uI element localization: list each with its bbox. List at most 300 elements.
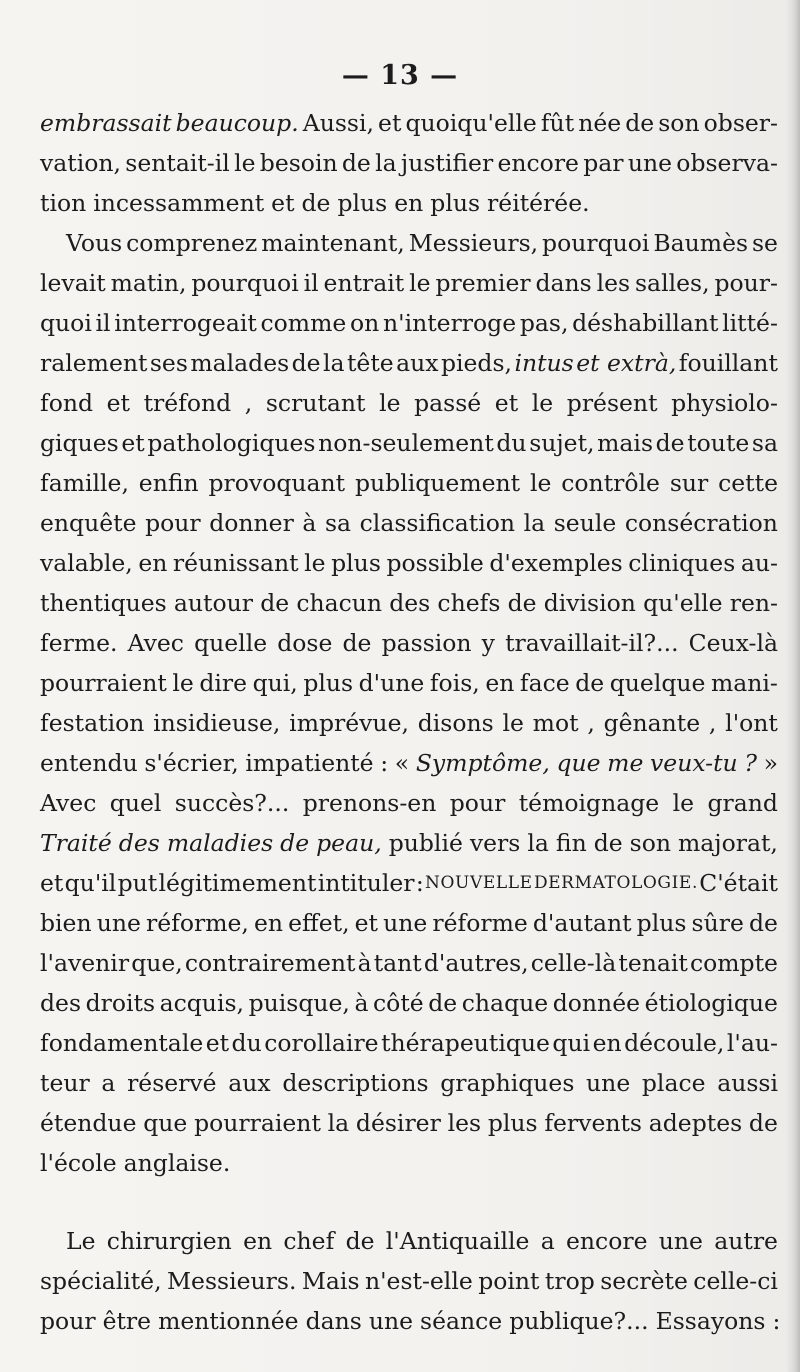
word: giques: [40, 429, 119, 457]
word: acquis,: [159, 989, 244, 1017]
word: de: [345, 1227, 375, 1255]
word: sa: [324, 509, 352, 537]
word: pourraient: [40, 669, 167, 697]
text-line: [40, 1261, 778, 1301]
text-line: [40, 463, 778, 503]
word: plus: [331, 549, 381, 577]
word: des: [40, 989, 82, 1017]
word: les: [596, 269, 631, 297]
text-line: [40, 983, 778, 1023]
word: cliniques: [628, 549, 736, 577]
word: aux: [396, 349, 439, 377]
word: la: [323, 349, 345, 377]
text-line: [40, 703, 778, 743]
word: dans: [535, 269, 592, 297]
word: travaillait-il?...: [505, 629, 679, 657]
word: plus: [337, 189, 388, 217]
word: me: [607, 749, 644, 777]
word: C'était: [699, 869, 778, 897]
word: quelle: [194, 629, 268, 657]
word: et: [378, 109, 402, 137]
text-line: [40, 343, 778, 383]
word: enfin: [138, 469, 199, 497]
word: être: [102, 1307, 152, 1335]
word: majorat,: [678, 829, 778, 857]
word: maladies: [166, 829, 274, 857]
word: en: [243, 1227, 273, 1255]
word: ,: [244, 389, 253, 417]
word: publié: [388, 829, 463, 857]
word: chaque: [461, 989, 549, 1017]
word: Avec: [127, 629, 184, 657]
text-line: [40, 583, 778, 623]
word: malades: [190, 349, 290, 377]
word: pourquoi: [191, 269, 299, 297]
text-line: [40, 1143, 778, 1183]
word: son: [658, 109, 700, 137]
word: chef: [283, 1227, 335, 1255]
word: fût: [540, 109, 575, 137]
word: Aussi,: [302, 109, 374, 137]
word: ,: [708, 709, 717, 737]
word: l'Antiquaille: [385, 1227, 530, 1255]
word: déshabillant: [572, 309, 719, 337]
word: et: [354, 909, 378, 937]
word: n'interroge: [382, 309, 517, 337]
word: d'exemples: [489, 549, 623, 577]
text-line: [40, 383, 778, 423]
word: le: [234, 149, 256, 177]
word: de: [341, 149, 371, 177]
word: Traité: [40, 829, 112, 857]
word: compte: [689, 949, 778, 977]
word: toute: [687, 429, 750, 457]
word: séance: [420, 1307, 503, 1335]
word: mot: [532, 709, 579, 737]
text-line: [40, 1063, 778, 1103]
word: découle,: [624, 1029, 725, 1057]
word: qui,: [252, 669, 298, 697]
word: mais: [597, 429, 654, 457]
word: témoignage: [518, 789, 660, 817]
word: impatienté: [245, 749, 374, 777]
word: en: [485, 669, 515, 697]
word: premier: [435, 269, 531, 297]
word: de: [575, 669, 605, 697]
word: le: [502, 709, 524, 737]
word: une: [368, 1307, 414, 1335]
word: consécration: [624, 509, 778, 537]
word: vation,: [40, 149, 121, 177]
word: l'ont: [725, 709, 778, 737]
text-line: [40, 183, 778, 223]
word: pour: [145, 509, 201, 537]
word: l'école: [40, 1149, 117, 1177]
text-line: [40, 743, 778, 783]
word: fouillant: [678, 349, 778, 377]
word: tion: [40, 189, 87, 217]
word: pieds,: [440, 349, 513, 377]
word: chacun: [296, 589, 383, 617]
word: dire: [199, 669, 248, 697]
text-line: [40, 143, 778, 183]
word: le: [672, 789, 695, 817]
word: incessamment: [93, 189, 265, 217]
text-line: [40, 783, 778, 823]
word: fervents: [544, 1109, 642, 1137]
word: son: [629, 829, 671, 857]
word: fond: [40, 389, 94, 417]
word: pourquoi: [542, 229, 650, 257]
word: comme: [260, 309, 347, 337]
word: Ceux-là: [688, 629, 778, 657]
word: le: [531, 389, 554, 417]
word: le: [379, 389, 401, 417]
word: levait: [40, 269, 106, 297]
word: chefs: [437, 589, 501, 617]
word: matin,: [110, 269, 187, 297]
word: une: [627, 149, 673, 177]
word: plus: [636, 909, 687, 937]
word: Essayons: [655, 1307, 766, 1335]
word: seule: [553, 509, 617, 537]
word: interrogeait: [114, 309, 257, 337]
word: n'est-elle: [364, 1267, 473, 1295]
word: donnée: [552, 989, 641, 1017]
word: ,: [587, 709, 595, 737]
word: Vous: [66, 229, 123, 257]
word: obser-: [703, 109, 778, 137]
word: la: [527, 829, 549, 857]
word: fois,: [429, 669, 480, 697]
word: Baumès: [653, 229, 749, 257]
word: graphiques: [440, 1069, 575, 1097]
word: réservé: [127, 1069, 217, 1097]
word: salles,: [635, 269, 710, 297]
word: pour: [449, 789, 506, 817]
word: encore: [497, 149, 579, 177]
word: et: [205, 1029, 230, 1057]
word: tête: [346, 349, 394, 377]
word: thentiques: [40, 589, 167, 617]
word: a: [101, 1069, 116, 1097]
word: sur: [669, 469, 709, 497]
word: réforme: [432, 909, 528, 937]
word: place: [641, 1069, 706, 1097]
word: plus: [487, 1109, 538, 1137]
word: plus: [303, 669, 354, 697]
word: gênante: [603, 709, 701, 737]
text-line: [40, 1301, 781, 1341]
word: mentionnée: [158, 1307, 299, 1335]
word: passion: [381, 629, 472, 657]
word: :: [380, 749, 389, 777]
word: a: [540, 1227, 555, 1255]
word: celle-ci: [693, 1267, 778, 1295]
word: famille,: [40, 469, 129, 497]
word: il: [95, 309, 111, 337]
word: sujet,: [529, 429, 595, 457]
word: quelque: [609, 669, 706, 697]
word: de: [507, 589, 537, 617]
word: réitérée.: [487, 189, 590, 217]
word: de: [655, 429, 685, 457]
word: :: [415, 869, 424, 897]
word: insidieuse,: [153, 709, 281, 737]
word: contrôle: [561, 469, 660, 497]
word: Avec: [40, 789, 97, 817]
word: bien: [40, 909, 92, 937]
word: chirurgien: [106, 1227, 232, 1255]
word: pourraient: [194, 1109, 321, 1137]
word: une: [96, 909, 141, 937]
text-line: [40, 823, 778, 863]
word: division: [543, 589, 636, 617]
word: quel: [109, 789, 162, 817]
word: Messieurs,: [408, 229, 539, 257]
word: de: [280, 829, 310, 857]
word: à: [354, 989, 369, 1017]
word: spécialité,: [40, 1267, 162, 1295]
word: NOUVELLE: [425, 873, 533, 893]
word: ren-: [729, 589, 778, 617]
word: ?: [744, 749, 757, 777]
word: aux: [228, 1069, 271, 1097]
word: maintenant,: [261, 229, 405, 257]
word: du: [496, 429, 527, 457]
word: pour: [40, 1307, 96, 1335]
word: et: [121, 429, 145, 457]
text-line: [40, 943, 778, 983]
word: pour-: [714, 269, 778, 297]
word: besoin: [259, 149, 338, 177]
word: cette: [718, 469, 778, 497]
word: légitimement: [158, 869, 317, 897]
word: descriptions: [282, 1069, 429, 1097]
word: teur: [40, 1069, 90, 1097]
word: d'une: [358, 669, 425, 697]
word: face: [519, 669, 570, 697]
word: au-: [740, 549, 778, 577]
word: festation: [40, 709, 145, 737]
body-text: [40, 103, 781, 1341]
word: des: [118, 829, 160, 857]
word: »: [763, 749, 778, 777]
word: et: [271, 189, 295, 217]
text-line: [40, 223, 778, 263]
word: et: [494, 389, 519, 417]
word: entendu: [40, 749, 138, 777]
word: tant: [373, 949, 422, 977]
word: le: [172, 669, 194, 697]
word: DERMATOLOGIE.: [533, 873, 698, 893]
word: embrassait: [40, 109, 172, 137]
word: beaucoup.: [175, 109, 299, 137]
word: et: [40, 869, 64, 897]
word: sûre: [691, 909, 744, 937]
word: publiquement: [354, 469, 521, 497]
word: disons: [417, 709, 494, 737]
word: et extrà,: [576, 349, 677, 377]
text-line: [40, 1103, 778, 1143]
word: «: [394, 749, 410, 777]
word: s'écrier,: [144, 749, 239, 777]
word: quoi: [40, 309, 92, 337]
word: y: [481, 629, 495, 657]
word: une: [586, 1069, 631, 1097]
word: ralement: [40, 349, 148, 377]
word: donner: [209, 509, 294, 537]
word: de: [260, 589, 290, 617]
word: entrait: [323, 269, 405, 297]
word: Mais: [301, 1267, 360, 1295]
word: l'avenir: [40, 949, 130, 977]
word: en: [138, 549, 168, 577]
word: qu'elle: [643, 589, 723, 617]
word: observa-: [676, 149, 778, 177]
word: de: [625, 109, 655, 137]
text-line: [40, 423, 778, 463]
word: à: [302, 509, 317, 537]
word: autre: [714, 1227, 778, 1255]
word: anglaise.: [123, 1149, 231, 1177]
word: adeptes: [648, 1109, 743, 1137]
word: le: [409, 269, 431, 297]
word: passé: [414, 389, 482, 417]
word: scrutant: [265, 389, 366, 417]
word: étiologique: [644, 989, 778, 1017]
word: qui: [552, 1029, 591, 1057]
word: réunissant: [172, 549, 299, 577]
word: ferme.: [40, 629, 118, 657]
word: désirer: [355, 1109, 441, 1137]
word: pathologiques: [147, 429, 316, 457]
text-line: [40, 1221, 778, 1261]
word: Messieurs.: [167, 1267, 297, 1295]
word: veux-tu: [650, 749, 738, 777]
word: autour: [173, 589, 254, 617]
word: d'autant: [532, 909, 632, 937]
word: :: [772, 1307, 781, 1335]
word: qu'il: [64, 869, 117, 897]
word: litté-: [722, 309, 778, 337]
word: présent: [566, 389, 658, 417]
word: fin: [555, 829, 587, 857]
word: tréfond: [143, 389, 232, 417]
word: Symptôme,: [415, 749, 550, 777]
word: en: [592, 1029, 622, 1057]
word: corollaire: [264, 1029, 379, 1057]
word: il: [303, 269, 319, 297]
word: étendue: [40, 1109, 137, 1137]
word: sentait-il: [125, 149, 230, 177]
word: effet,: [288, 909, 350, 937]
word: le: [304, 549, 326, 577]
word: sa: [751, 429, 778, 457]
word: provoquant: [208, 469, 346, 497]
text-line: [40, 263, 778, 303]
word: des: [389, 589, 431, 617]
word: du: [231, 1029, 262, 1057]
word: que,: [131, 949, 183, 977]
word: née: [578, 109, 622, 137]
word: à: [357, 949, 372, 977]
word: de: [428, 989, 458, 1017]
word: non-seulement: [318, 429, 494, 457]
word: par: [583, 149, 624, 177]
text-line: [40, 543, 778, 583]
word: classification: [359, 509, 516, 537]
word: de: [301, 189, 331, 217]
word: fondamentale: [40, 1029, 204, 1057]
word: publique?...: [509, 1307, 649, 1335]
word: la: [523, 509, 546, 537]
word: intituler: [317, 869, 415, 897]
word: la: [327, 1109, 350, 1137]
word: secrète: [600, 1267, 688, 1295]
word: de: [593, 829, 623, 857]
word: mani-: [710, 669, 778, 697]
word: imprévue,: [289, 709, 409, 737]
word: plus: [430, 189, 481, 217]
word: on: [349, 309, 380, 337]
word: de: [291, 349, 321, 377]
text-line: [40, 503, 778, 543]
text-line: [40, 663, 778, 703]
word: les: [447, 1109, 482, 1137]
word: encore: [566, 1227, 648, 1255]
word: put: [117, 869, 158, 897]
word: enquête: [40, 509, 137, 537]
word: prenons-en: [302, 789, 437, 817]
word: côté: [373, 989, 424, 1017]
word: de: [342, 629, 372, 657]
word: succès?...: [174, 789, 290, 817]
word: point: [478, 1267, 540, 1295]
text-line: [40, 623, 778, 663]
word: de: [748, 909, 778, 937]
word: que: [143, 1109, 188, 1137]
word: possible: [386, 549, 484, 577]
word: et: [106, 389, 130, 417]
word: physiolo-: [671, 389, 778, 417]
word: ses: [149, 349, 188, 377]
word: thérapeutique: [381, 1029, 550, 1057]
word: se: [752, 229, 778, 257]
word: valable,: [40, 549, 133, 577]
text-line: [40, 1023, 778, 1063]
word: comprenez: [126, 229, 258, 257]
word: contrairement: [184, 949, 356, 977]
word: peau,: [316, 829, 382, 857]
text-line: [40, 863, 778, 903]
word: grand: [707, 789, 778, 817]
word: l'au-: [726, 1029, 778, 1057]
word: aussi: [717, 1069, 778, 1097]
word: le: [529, 469, 552, 497]
text-line: [40, 903, 778, 943]
word: une: [383, 909, 428, 937]
word: la: [375, 149, 397, 177]
word: tenait: [618, 949, 688, 977]
word: trop: [544, 1267, 595, 1295]
word: celle-là: [530, 949, 617, 977]
word: pas,: [519, 309, 569, 337]
page-number: — 13 —: [341, 60, 459, 91]
word: quoiqu'elle: [405, 109, 537, 137]
word: justifier: [400, 149, 494, 177]
word: une: [658, 1227, 703, 1255]
